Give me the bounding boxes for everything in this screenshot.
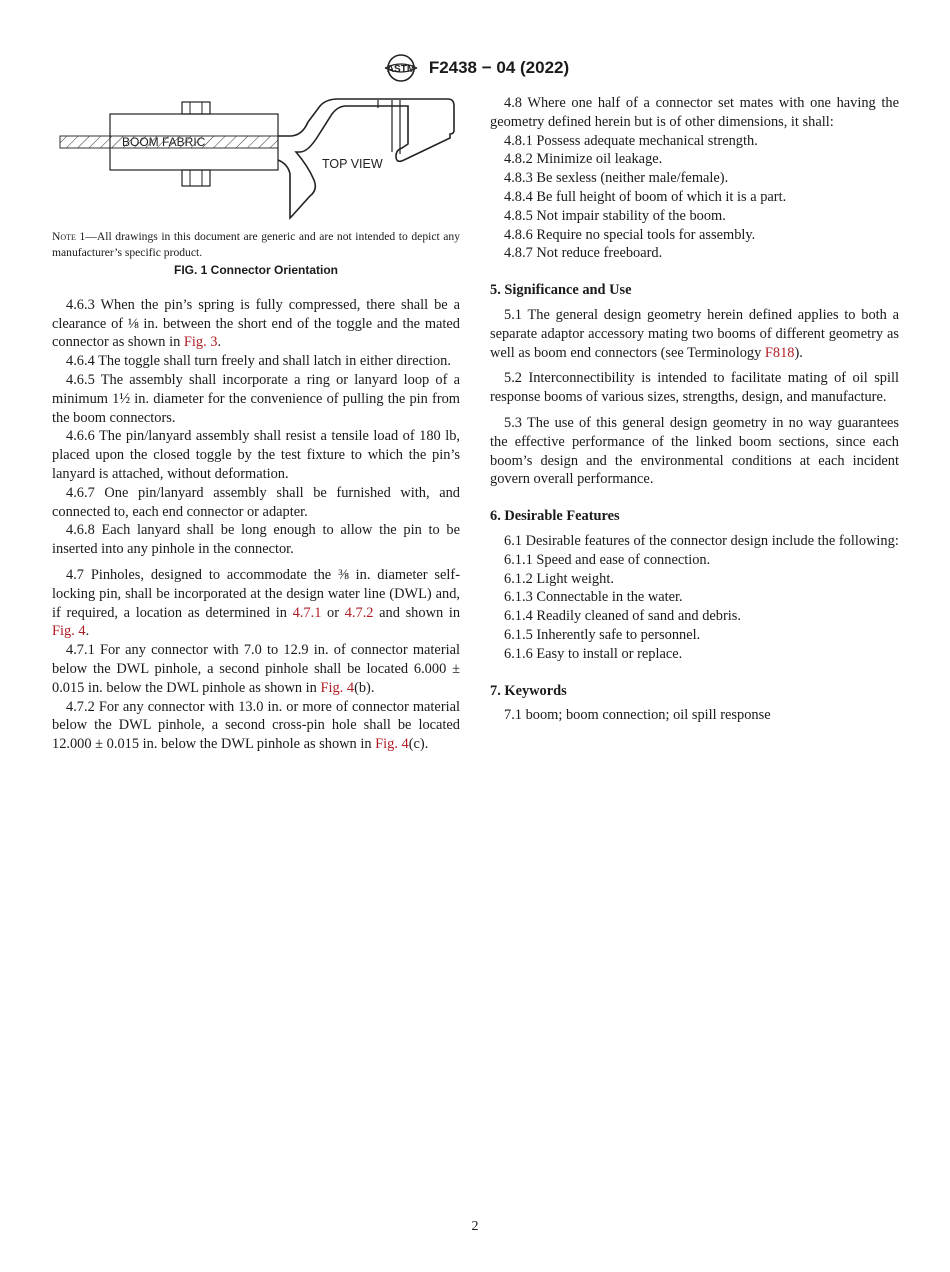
svg-text:ASTM: ASTM (386, 64, 415, 75)
section-5-1 (490, 306, 899, 362)
heading-section-5: 5. Significance and Use (490, 282, 632, 299)
section-6-1: 6.1 Desirable features of the connector design include the following: (504, 532, 899, 549)
list-item: 4.8.3 Be sexless (neither male/female). (504, 170, 729, 187)
heading-section-6: 6. Desirable Features (490, 508, 620, 525)
section-4-6-4: 4.6.4 The toggle shall turn freely and shall latch in either direction. (66, 353, 451, 370)
list-item: 6.1.1 Speed and ease of connection. (504, 551, 711, 568)
text: 4.6.3 When the pin’s spring is fully compressed, there shall be a clearance of ⅛ in. between the short end of the toggle and the mated connector as shown in (52, 296, 460, 351)
link-fig-4[interactable]: Fig. 4 (52, 623, 86, 640)
figure-caption: FIG. 1 Connector Orientation (173, 263, 338, 277)
left-column (52, 94, 460, 754)
heading-section-7: 7. Keywords (490, 682, 567, 699)
list-item: 6.1.3 Connectable in the water. (504, 589, 683, 606)
figure-note (52, 229, 460, 260)
section-4-6-6: 4.6.6 The pin/lanyard assembly shall resist a tensile load of 180 lb, placed upon the closed toggle by the test fixture to which the pin’s lanyard is attached, without deformation. (52, 428, 460, 482)
link-f818[interactable]: F818 (764, 344, 795, 361)
text: 4.7.1 For any connector with 7.0 to 12.9 in. of connector material below the DWL pinhole, a second pinhole shall be located 6.000 ± 0.015 in. below the DWL pinhole as shown in (52, 642, 460, 696)
list-item: 4.8.4 Be full height of boom of which it is a part. (504, 188, 787, 205)
astm-logo-icon (381, 52, 421, 84)
section-4-7 (52, 566, 460, 641)
list-item: 4.8.7 Not reduce freeboard. (504, 245, 663, 262)
section-4-7-2 (52, 698, 460, 754)
text: . (217, 334, 222, 351)
text: 4.7 Pinholes, designed to accommodate the ⅜ in. diameter self-locking pin, shall be incorporated at the design water line (DWL) and, if required, a location as determined in (52, 566, 460, 621)
section-4-7-1 (52, 641, 460, 697)
list-item: 4.8.5 Not impair stability of the boom. (504, 207, 726, 224)
list-item: 4.8.6 Require no special tools for assembly. (504, 226, 756, 243)
list-item: 4.8.2 Minimize oil leakage. (504, 151, 663, 168)
section-4-6-8: 4.6.8 Each lanyard shall be long enough to allow the pin to be inserted into any pinhole in the connector. (52, 522, 460, 558)
figure-connector-orientation (52, 94, 460, 228)
link-4-7-1[interactable]: 4.7.1 (292, 604, 322, 621)
text: (c). (408, 736, 429, 753)
text: 5.1 The general design geometry herein defined applies to both a separate adaptor accessory mating two booms of different geometry as well as boom end connectors (see Terminology (490, 306, 899, 361)
note-text: —All drawings in this document are generic and are not intended to depict any manufacturer’s specific product. (52, 230, 461, 259)
label-top-view: TOP VIEW (322, 157, 383, 171)
document-code: F2438 − 04 (2022) (428, 58, 570, 77)
text: . (85, 623, 90, 640)
link-fig-4b[interactable]: Fig. 4 (320, 679, 355, 696)
list-item: 6.1.5 Inherently safe to personnel. (504, 626, 701, 643)
section-4-6-5: 4.6.5 The assembly shall incorporate a ring or lanyard loop of a minimum 1½ in. diameter for the convenience of pulling the pin from the boom connectors. (52, 371, 460, 426)
link-fig-3[interactable]: Fig. 3 (183, 334, 218, 351)
text: and shown in (373, 604, 461, 621)
section-4-6-3 (52, 296, 460, 352)
list-item: 6.1.2 Light weight. (504, 570, 614, 587)
text: (b). (354, 679, 375, 696)
list-item: 4.8.1 Possess adequate mechanical strength. (504, 132, 758, 149)
section-4-6-7: 4.6.7 One pin/lanyard assembly shall be furnished with, and connected to, each end connector or adapter. (52, 484, 460, 520)
list-item: 6.1.4 Readily cleaned of sand and debris. (504, 608, 741, 625)
section-5-2: 5.2 Interconnectibility is intended to facilitate mating of oil spill response booms of various sizes, strengths, design, and manufacture. (490, 370, 899, 406)
text: 4.7.2 For any connector with 13.0 in. or more of connector material below the DWL pinhole, a second cross-pin hole shall be located 12.000 ± 0.015 in. below the DWL pinhole as shown in (52, 698, 460, 753)
section-5-3: 5.3 The use of this general design geometry in no way guarantees the effective performance of the linked boom sections, since each boom’s design and the environmental conditions at each incident govern overall performance. (490, 414, 899, 488)
connector-drawing (52, 94, 460, 228)
link-fig-4c[interactable]: Fig. 4 (375, 736, 409, 753)
text: ). (794, 344, 803, 361)
page-number: 2 (471, 1219, 479, 1234)
text: or (321, 604, 345, 621)
label-boom-fabric: BOOM FABRIC (122, 135, 206, 149)
list-item: 6.1.6 Easy to install or replace. (504, 645, 683, 662)
note-label: Note 1 (52, 230, 86, 243)
right-column (490, 94, 899, 725)
page-header (0, 52, 950, 84)
section-7-1: 7.1 boom; boom connection; oil spill response (504, 707, 771, 724)
link-4-7-2[interactable]: 4.7.2 (344, 604, 374, 621)
section-4-8: 4.8 Where one half of a connector set mates with one having the geometry defined herein but is of other dimensions, it shall: (490, 95, 899, 130)
